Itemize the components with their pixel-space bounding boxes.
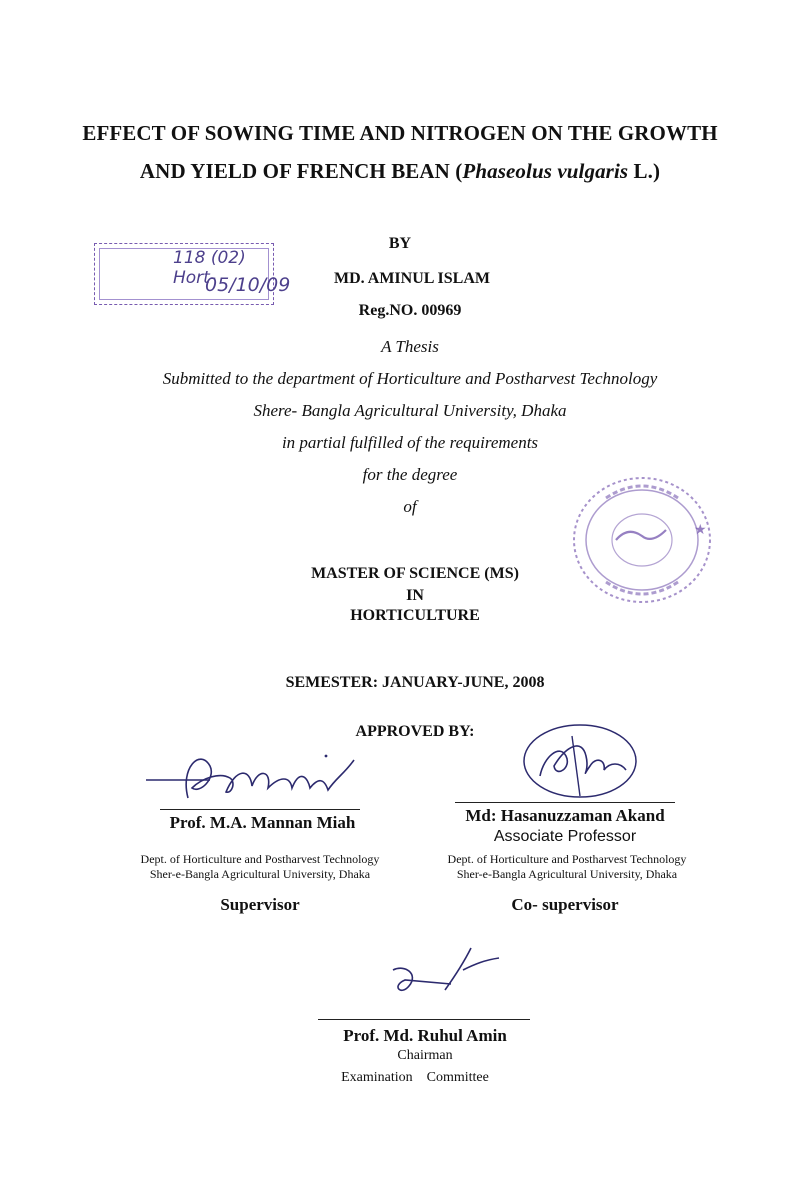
thesis-label: A Thesis bbox=[381, 337, 439, 356]
chairman-signature-line bbox=[318, 1019, 530, 1020]
thesis-title-line-2-prefix: AND YIELD OF FRENCH BEAN bbox=[139, 159, 450, 183]
thesis-title-line-2 bbox=[0, 159, 800, 184]
co-supervisor-signature-line bbox=[455, 802, 675, 803]
chairman-name: Prof. Md. Ruhul Amin bbox=[343, 1026, 507, 1045]
thesis-title-paren: ( bbox=[449, 159, 463, 183]
supervisor-signature bbox=[140, 738, 370, 818]
author-name: MD. AMINUL ISLAM bbox=[333, 270, 490, 287]
co-supervisor-department: Dept. of Horticulture and Postharvest Technology bbox=[447, 852, 687, 866]
library-stamp-accession-number: 118 (02) Hort- bbox=[173, 248, 246, 288]
svg-text:★: ★ bbox=[694, 522, 707, 538]
submission-line-4: for the degree bbox=[362, 465, 458, 484]
semester: SEMESTER: JANUARY-JUNE, 2008 bbox=[285, 674, 545, 691]
supervisor-name: Prof. M.A. Mannan Miah bbox=[169, 813, 356, 832]
registration-number: Reg.NO. 00969 bbox=[358, 302, 462, 319]
submission-line-2: Shere- Bangla Agricultural University, Dhaka bbox=[253, 401, 567, 420]
degree-line-3: HORTICULTURE bbox=[350, 607, 480, 624]
thesis-title-suffix: L.) bbox=[628, 159, 661, 183]
submission-line-3: in partial fulfilled of the requirements bbox=[281, 433, 539, 452]
co-supervisor-title: Associate Professor bbox=[493, 828, 637, 845]
library-stamp-date: 05/10/09 bbox=[205, 274, 291, 296]
co-supervisor-name: Md: Hasanuzzaman Akand bbox=[465, 806, 665, 825]
co-supervisor-university: Sher-e-Bangla Agricultural University, Dhaka bbox=[456, 867, 678, 881]
thesis-title-line-1: EFFECT OF SOWING TIME AND NITROGEN ON THE GROWTH bbox=[82, 121, 718, 145]
supervisor-signature-line bbox=[160, 809, 360, 810]
submission-line-5: of bbox=[403, 497, 417, 516]
degree-line-2: IN bbox=[406, 587, 424, 604]
thesis-title-species: Phaseolus vulgaris bbox=[462, 159, 629, 183]
supervisor-role: Supervisor bbox=[220, 895, 300, 914]
examination-committee-label: Examination Committee bbox=[341, 1070, 489, 1085]
chairman-signature bbox=[385, 940, 505, 1010]
approved-by-label: APPROVED BY: bbox=[355, 723, 475, 740]
supervisor-university: Sher-e-Bangla Agricultural University, Dhaka bbox=[149, 867, 371, 881]
degree-line-1: MASTER OF SCIENCE (MS) bbox=[311, 565, 519, 582]
co-supervisor-role: Co- supervisor bbox=[511, 895, 619, 914]
supervisor-department: Dept. of Horticulture and Postharvest Technology bbox=[140, 852, 380, 866]
chairman-title: Chairman bbox=[397, 1048, 453, 1063]
co-supervisor-signature bbox=[510, 716, 660, 806]
by-label: BY bbox=[388, 235, 412, 252]
submission-line-1: Submitted to the department of Horticulture and Postharvest Technology bbox=[162, 369, 658, 388]
